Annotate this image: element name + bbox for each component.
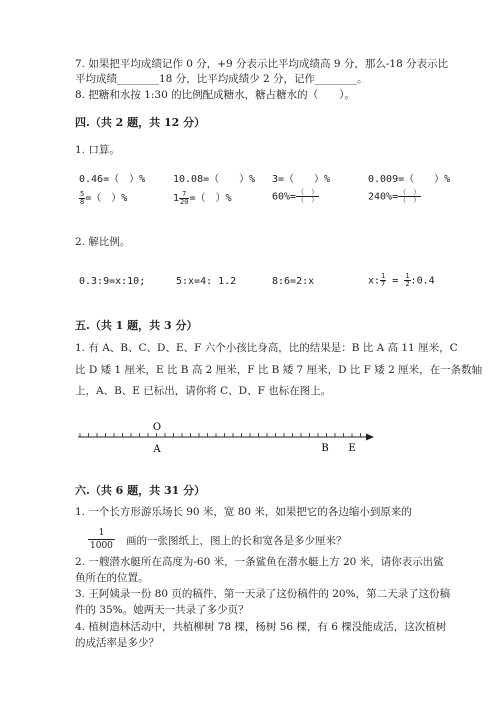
section6-title: 六.（共 6 题，共 31 分） — [75, 484, 206, 497]
calc-item-4: 0.009=（ ）% — [368, 174, 451, 185]
calc-item-1: 0.46=（ ）% — [79, 174, 146, 185]
fraction: $\frac{( )}{( )}$ — [399, 188, 421, 204]
scale-fraction: $\frac{1}{1000}$ — [90, 528, 113, 551]
fraction: $\frac{5}{8}$ — [80, 189, 85, 206]
proportion-1: 0.3:9=x:10; — [79, 276, 146, 287]
label-e: E — [348, 443, 356, 454]
calc-item-3: 3=（ ）% — [272, 174, 331, 185]
oral-calc-title: 1. 口算。 — [75, 144, 120, 156]
proportion-4: x: $\frac{1}{7}$ = $\frac{1}{2}$ :0.4 — [368, 272, 435, 288]
calc-item-5: $\frac{5}{8}$ =（ ）% — [80, 189, 128, 206]
s5-line3: 上，A、B、E 已标出，请你将 C、D、F 也标在图上。 — [75, 385, 332, 397]
fraction: $\frac{1}{7}$ — [381, 272, 386, 288]
q7-line2: 平均成绩________18 分，比平均成绩少 2 分，记作________。 — [75, 73, 368, 85]
s6-q2-line1: 2. 一艘潜水艇所在高度为-60 米，一条鲨鱼在潜水艇上方 20 米，请你表示出鲨 — [75, 556, 444, 568]
calc-item-6: 1 $\frac{7}{20}$ =（ ）% — [173, 189, 232, 206]
s6-q3-line1: 3. 王阿姨录一份 80 页的稿件，第一天录了这份稿件的 20%，第二天录了这份稿 — [75, 588, 451, 600]
calc-item-7: 60%= $\frac{( )}{( )}$ — [272, 188, 319, 204]
s6-q3-line2: 件的 35%。她两天一共录了多少页？ — [75, 604, 249, 616]
s5-line1: 1. 有 A、B、C、D、E、F 六个小孩比身高，比的结果是：B 比 A 高 11 厘米，C — [75, 342, 458, 354]
s6-q1-line2: 画的一张图纸上，图上的长和宽各是多少厘米？ — [126, 535, 347, 547]
section5-title: 五.（共 1 题，共 3 分） — [75, 319, 198, 332]
s6-q2-line2: 鱼所在的位置。 — [75, 572, 149, 584]
section4-title: 四.（共 2 题，共 12 分） — [75, 116, 206, 129]
calc-item-2: 10.08=（ ）% — [173, 174, 256, 185]
proportion-3: 8:6=2:x — [272, 276, 315, 287]
solve-proportion-title: 2. 解比例。 — [75, 236, 131, 248]
label-b: B — [321, 443, 329, 454]
s6-q4-line1: 4. 植树造林活动中，共植柳树 78 棵，杨树 56 棵，有 6 棵没能成活，这次植树 — [75, 621, 447, 633]
label-a: A — [153, 444, 161, 455]
label-o: O — [152, 422, 162, 433]
s6-q4-line2: 的成活率是多少？ — [75, 637, 159, 649]
fraction: $\frac{( )}{( )}$ — [297, 188, 319, 204]
axis-ticks — [80, 433, 361, 437]
s6-q1-line1: 1. 一个长方形游乐场长 90 米，宽 80 米，如果把它的各边缩小到原来的 — [75, 506, 412, 518]
fraction: $\frac{1}{2}$ — [405, 272, 410, 288]
axis-arrow-icon — [366, 434, 374, 441]
fraction: $\frac{7}{20}$ — [180, 189, 189, 206]
q7-line1: 7. 如果把平均成绩记作 0 分，+9 分表示比平均成绩高 9 分，那么-18 分表示比 — [75, 58, 449, 70]
calc-item-8: 240%= $\frac{( )}{( )}$ — [368, 188, 421, 204]
proportion-2: 5:x=4: 1.2 — [176, 276, 237, 287]
q8-text: 8. 把糖和水按 1:30 的比例配成糖水，糖占糖水的（ ）。 — [75, 89, 355, 101]
s5-line2: 比 D 矮 1 厘米，E 比 B 高 2 厘米，F 比 B 矮 7 厘米，D 比 F 矮 2 厘米，在一条数轴 — [75, 364, 483, 376]
